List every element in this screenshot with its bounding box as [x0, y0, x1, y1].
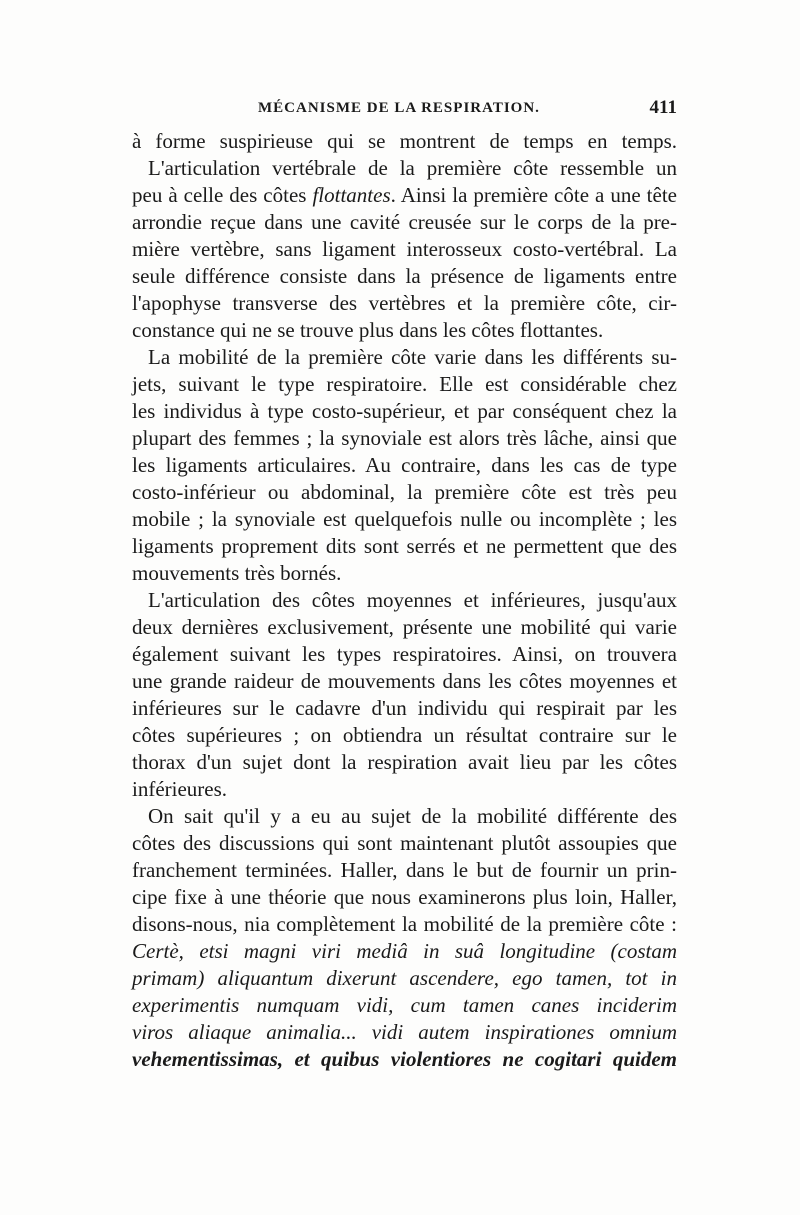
text-line: cipe fixe à une théorie que nous examinerons plus loin, Haller, — [132, 885, 677, 909]
page-number: 411 — [649, 97, 677, 118]
text-line: les individus à type costo-supérieur, et par conséquent chez la — [132, 399, 677, 423]
text-line: La mobilité de la première côte varie dans les différents su- — [148, 345, 677, 369]
text-line: constance qui ne se trouve plus dans les côtes flottantes. — [132, 318, 604, 342]
text-line: deux dernières exclusivement, présente une mobilité qui varie — [132, 615, 677, 639]
text-line: jets, suivant le type respiratoire. Elle est considérable chez — [132, 372, 677, 396]
text-line: une grande raideur de mouvements dans les côtes moyennes et — [132, 669, 677, 693]
running-title: MÉCANISME DE LA RESPIRATION. — [258, 100, 540, 116]
text-line: l'apophyse transverse des vertèbres et la première côte, cir- — [132, 291, 677, 315]
text-line: les ligaments articulaires. Au contraire, dans les cas de type — [132, 453, 677, 477]
text-line: plupart des femmes ; la synoviale est alors très lâche, ainsi que — [132, 426, 677, 450]
text-line: à forme suspirieuse qui se montrent de temps en temps. — [132, 129, 677, 153]
text-line: disons-nous, nia complètement la mobilité de la première côte : — [132, 912, 677, 936]
latin-quote-line: viros aliaque animalia... vidi autem inspirationes omnium — [132, 1020, 677, 1044]
text-line: également suivant les types respiratoires. Ainsi, on trouvera — [132, 642, 677, 666]
text-line: mouvements très bornés. — [132, 561, 342, 585]
text-line: côtes des discussions qui sont maintenant plutôt assoupies que — [132, 831, 677, 855]
text-line: inférieures sur le cadavre d'un individu qui respirait par les — [132, 696, 677, 720]
text-line: inférieures. — [132, 777, 228, 801]
text-line: thorax d'un sujet dont la respiration avait lieu par les côtes — [132, 750, 677, 774]
text-line: franchement terminées. Haller, dans le but de fournir un prin- — [132, 858, 677, 882]
text-line: L'articulation vertébrale de la première côte ressemble un — [148, 156, 677, 180]
text-body — [132, 128, 677, 1073]
text-line: ligaments proprement dits sont serrés et ne permettent que des — [132, 534, 677, 558]
italic-term: flottantes — [312, 183, 391, 207]
text-line: L'articulation des côtes moyennes et inférieures, jusqu'aux — [148, 588, 677, 612]
text-line: mobile ; la synoviale est quelquefois nulle ou incomplète ; les — [132, 507, 677, 531]
running-head — [132, 97, 677, 124]
text-line: seule différence consiste dans la présence de ligaments entre — [132, 264, 677, 288]
latin-quote-line: vehementissimas, et quibus violentiores ne cogitari quidem — [132, 1047, 677, 1071]
text-line: mière vertèbre, sans ligament interosseux costo-vertébral. La — [132, 237, 677, 261]
latin-quote-line: experimentis numquam vidi, cum tamen canes inciderim — [132, 993, 677, 1017]
text-line: arrondie reçue dans une cavité creusée sur le corps de la pre- — [132, 210, 677, 234]
latin-quote-line: Certè, etsi magni viri mediâ in suâ longitudine (costam — [132, 939, 677, 963]
latin-quote-line: primam) aliquantum dixerunt ascendere, ego tamen, tot in — [132, 966, 677, 990]
text-line: côtes supérieures ; on obtiendra un résultat contraire sur le — [132, 723, 677, 747]
text-line: On sait qu'il y a eu au sujet de la mobilité différente des — [148, 804, 677, 828]
text-line — [132, 182, 677, 209]
text-fragment: . Ainsi la première côte a une tête — [390, 183, 677, 207]
text-fragment: peu à celle des côtes — [132, 183, 307, 207]
text-line: costo-inférieur ou abdominal, la première côte est très peu — [132, 480, 677, 504]
